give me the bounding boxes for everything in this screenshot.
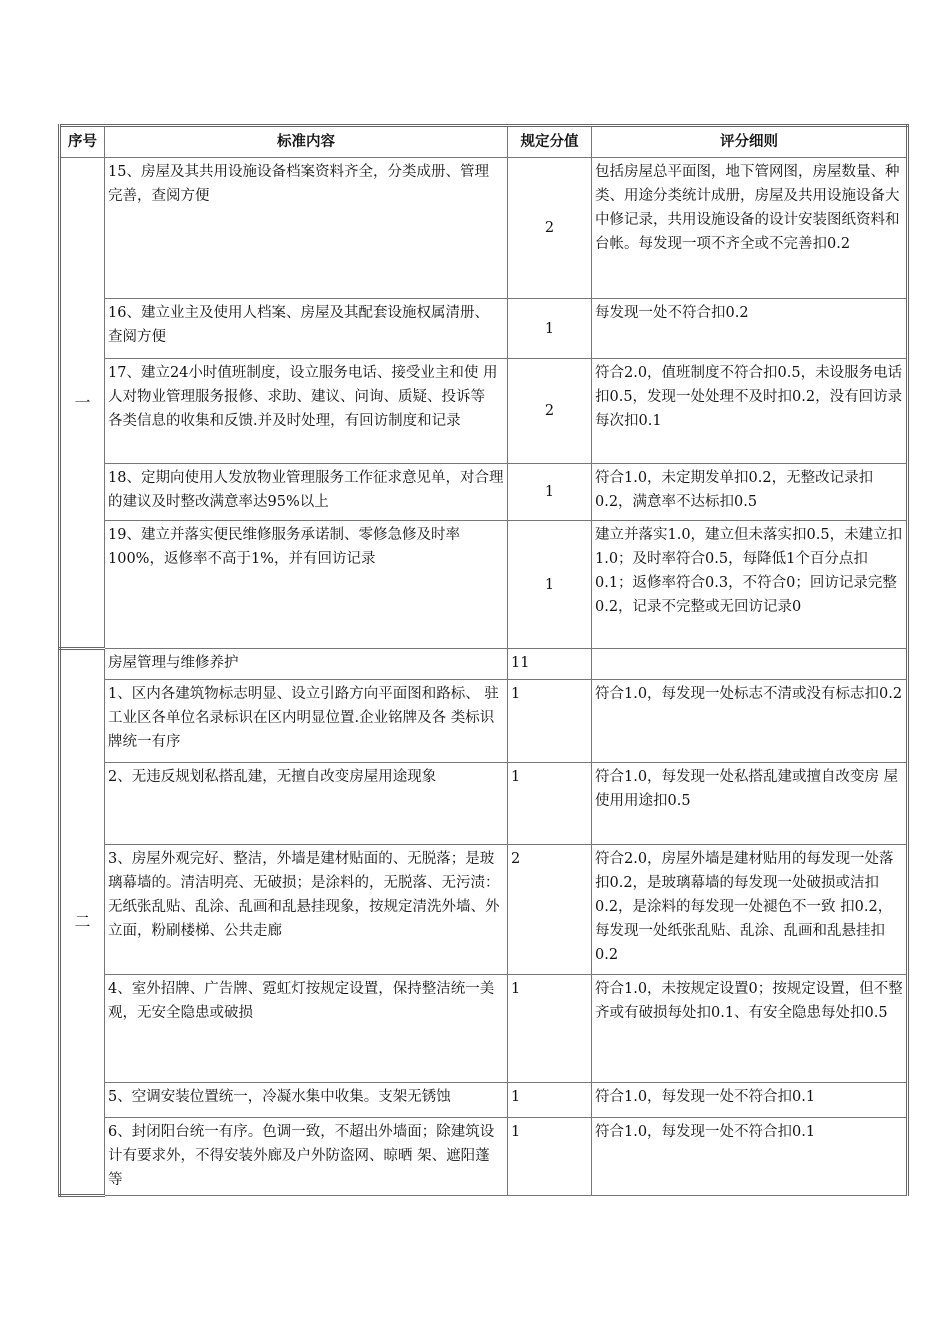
row-content: 17、建立24小时值班制度，设立服务电话、接受业主和使 用人对物业管理服务报修、求助、建议、问询、质疑、投诉等 各类信息的收集和反馈.并及时处理，有回访制度和记录 xyxy=(105,359,508,464)
row-content: 16、建立业主及使用人档案、房屋及其配套设施权属清册、 查阅方便 xyxy=(105,299,508,359)
row-content: 2、无违反规划私搭乱建，无擅自改变房屋用途现象 xyxy=(105,763,508,845)
row-content: 房屋管理与维修养护 xyxy=(105,649,508,680)
table-row xyxy=(60,975,908,1083)
header-row xyxy=(60,126,908,158)
table-row xyxy=(60,359,908,464)
table-row xyxy=(60,649,908,680)
row-score: 1 xyxy=(508,299,592,359)
row-content: 5、空调安装位置统一，冷凝水集中收集。支架无锈蚀 xyxy=(105,1083,508,1118)
table-row xyxy=(60,680,908,763)
row-detail: 符合2.0，值班制度不符合扣0.5，未设服务电话扣0.5，发现一处处理不及时扣0.2，没有回访录每次扣0.1 xyxy=(592,359,908,464)
row-content: 6、封闭阳台统一有序。色调一致，不超出外墙面；除建筑设计有要求外，不得安装外廊及户外防盗网、晾晒 架、遮阳蓬等 xyxy=(105,1118,508,1196)
table-row xyxy=(60,845,908,975)
row-score: 1 xyxy=(508,680,592,763)
table-row xyxy=(60,299,908,359)
row-score: 1 xyxy=(508,763,592,845)
row-content: 19、建立并落实便民维修服务承诺制、零修急修及时率 100%，返修率不高于1%，并有回访记录 xyxy=(105,521,508,649)
group-1-seq: 一 xyxy=(60,158,105,649)
row-content: 3、房屋外观完好、整洁，外墙是建材贴面的、无脱落；是玻 璃幕墙的。清洁明亮、无破损；是涂料的，无脱落、无污渍： 无纸张乱贴、乱涂、乱画和乱悬挂现象，按规定清洗外墙、外立面，粉刷楼梯、公共走廊 xyxy=(105,845,508,975)
row-score: 1 xyxy=(508,464,592,521)
row-content: 4、室外招牌、广告牌、霓虹灯按规定设置，保持整洁统一美 观，无安全隐患或破损 xyxy=(105,975,508,1083)
table-row xyxy=(60,763,908,845)
row-detail: 符合1.0，每发现一处标志不清或没有标志扣0.2 xyxy=(592,680,908,763)
group-2-seq: 二 xyxy=(60,649,105,1196)
row-detail xyxy=(592,649,908,680)
header-detail: 评分细则 xyxy=(592,126,908,158)
row-detail: 符合1.0，每发现一处不符合扣0.1 xyxy=(592,1118,908,1196)
row-score: 1 xyxy=(508,1118,592,1196)
row-detail: 符合1.0，每发现一处私搭乱建或擅自改变房 屋使用用途扣0.5 xyxy=(592,763,908,845)
row-content: 18、定期向使用人发放物业管理服务工作征求意见单，对合理的建议及时整改满意率达95%以上 xyxy=(105,464,508,521)
row-detail: 符合1.0，每发现一处不符合扣0.1 xyxy=(592,1083,908,1118)
row-detail: 符合1.0，未按规定设置0；按规定设置，但不整 齐或有破损每处扣0.1、有安全隐患每处扣0.5 xyxy=(592,975,908,1083)
row-score: 1 xyxy=(508,1083,592,1118)
row-score: 2 xyxy=(508,845,592,975)
header-content: 标准内容 xyxy=(105,126,508,158)
row-detail: 包括房屋总平面图，地下管网图，房屋数量、种类、用途分类统计成册，房屋及共用设施设备大中修记录，共用设施设备的设计安装图纸资料和台帐。每发现一项不齐全或不完善扣0.2 xyxy=(592,158,908,299)
row-detail: 符合2.0，房屋外墙是建材贴用的每发现一处落扣0.2，是玻璃幕墙的每发现一处破损或洁扣0.2，是涂料的每发现一处褪色不一致 扣0.2，每发现一处纸张乱贴、乱涂、乱画和乱悬挂扣0.2 xyxy=(592,845,908,975)
scoring-table-container xyxy=(58,124,906,1197)
header-score: 规定分值 xyxy=(508,126,592,158)
row-score: 1 xyxy=(508,975,592,1083)
table-row xyxy=(60,521,908,649)
row-content: 15、房屋及其共用设施设备档案资料齐全，分类成册、管理 完善，查阅方便 xyxy=(105,158,508,299)
row-content: 1、区内各建筑物标志明显、设立引路方向平面图和路标、 驻工业区各单位名录标识在区内明显位置.企业铭牌及各 类标识牌统一有序 xyxy=(105,680,508,763)
table-row xyxy=(60,158,908,299)
table-row xyxy=(60,1118,908,1196)
row-detail: 每发现一处不符合扣0.2 xyxy=(592,299,908,359)
row-score: 1 xyxy=(508,521,592,649)
row-score: 2 xyxy=(508,158,592,299)
table-row xyxy=(60,464,908,521)
scoring-table xyxy=(58,124,909,1197)
row-detail: 符合1.0，未定期发单扣0.2，无整改记录扣0.2，满意率不达标扣0.5 xyxy=(592,464,908,521)
row-detail: 建立并落实1.0，建立但未落实扣0.5，未建立扣1.0；及时率符合0.5，每降低1个百分点扣0.1；返修率符合0.3，不符合0；回访记录完整0.2，记录不完整或无回访记录0 xyxy=(592,521,908,649)
row-score: 11 xyxy=(508,649,592,680)
table-row xyxy=(60,1083,908,1118)
header-seq: 序号 xyxy=(60,126,105,158)
row-score: 2 xyxy=(508,359,592,464)
